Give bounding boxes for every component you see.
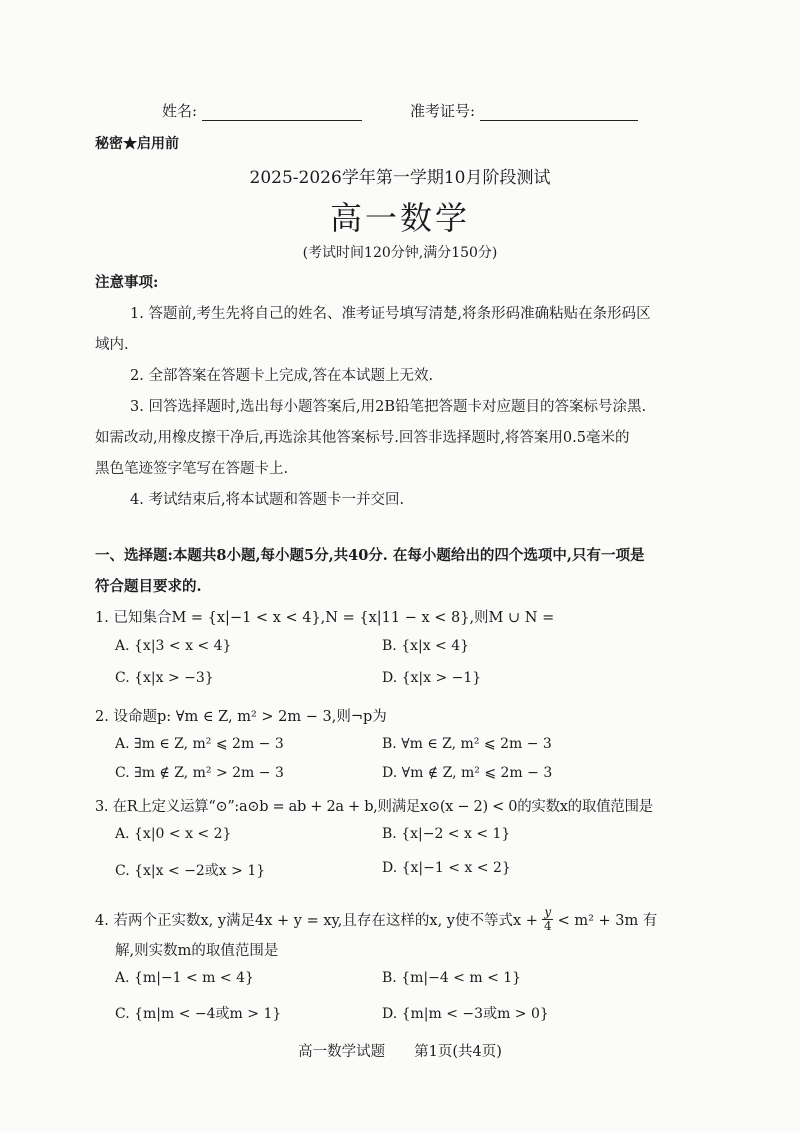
question-stem: 2. 设命题p: ∀m ∈ Z, m² > 2m − 3,则¬p为 [95, 709, 387, 725]
question-stem: 3. 在R上定义运算“⊙”:a⊙b = ab + 2a + b,则满足x⊙(x − 2) < 0的实数x的取值范围是 [95, 799, 653, 815]
notice-line: 黑色笔迹签字笔写在答题卡上. [95, 461, 289, 477]
section-heading-line2: 符合题目要求的. [95, 578, 202, 595]
option-d[interactable]: D. ∀m ∉ Z, m² ⩽ 2m − 3 [382, 765, 553, 781]
fraction-denominator: 4 [543, 919, 552, 933]
option-a[interactable]: A. {x|0 < x < 2} [115, 826, 232, 842]
subject-title: 高一数学 [329, 199, 470, 237]
exam-title: 2025-2026学年第一学期10月阶段测试 [249, 168, 551, 188]
option-c[interactable]: C. ∃m ∉ Z, m² > 2m − 3 [115, 765, 284, 781]
notice-line: 1. 答题前,考生先将自己的姓名、准考证号填写清楚,将条形码准确粘贴在条形码区 [130, 306, 651, 322]
exam-id-field [410, 100, 638, 121]
option-b[interactable]: B. ∀m ∈ Z, m² ⩽ 2m − 3 [382, 736, 552, 752]
notice-line: 4. 考试结束后,将本试题和答题卡一并交回. [130, 492, 405, 508]
option-b[interactable]: B. {x|x < 4} [382, 638, 470, 654]
section-heading-line1: 一、选择题:本题共8小题,每小题5分,共40分. 在每小题给出的四个选项中,只有一项是 [95, 547, 645, 564]
question-stem-part: < m² + 3m 有 [557, 913, 658, 929]
question-stem-line2: 解,则实数m的取值范围是 [115, 943, 279, 959]
name-field [162, 100, 362, 121]
option-a[interactable]: A. {x|3 < x < 4} [115, 638, 232, 654]
option-d[interactable]: D. {m|m < −3或m > 0} [382, 1006, 549, 1022]
page-footer: 高一数学试题 第1页(共4页) [298, 1044, 502, 1060]
name-blank[interactable] [202, 104, 362, 121]
exam-id-label: 准考证号: [410, 102, 476, 120]
notice-line: 3. 回答选择题时,选出每小题答案后,用2B铅笔把答题卡对应题目的答案标号涂黑. [130, 399, 647, 415]
exam-info: (考试时间120分钟,满分150分) [302, 245, 498, 261]
option-c[interactable]: C. {x|x < −2或x > 1} [115, 863, 266, 879]
question-stem: 1. 已知集合M = {x|−1 < x < 4},N = {x|11 − x < 8},则M ∪ N = [95, 610, 555, 626]
notice-line: 如需改动,用橡皮擦干净后,再选涂其他答案标号.回答非选择题时,将答案用0.5毫米的 [95, 430, 630, 446]
option-b[interactable]: B. {m|−4 < m < 1} [382, 970, 522, 986]
option-c[interactable]: C. {m|m < −4或m > 1} [115, 1006, 282, 1022]
question-stem-part: 4. 若两个正实数x, y满足4x + y = xy,且存在这样的x, y使不等式x + [95, 913, 538, 929]
notice-line: 2. 全部答案在答题卡上完成,答在本试题上无效. [130, 368, 434, 384]
fraction [542, 906, 554, 933]
name-label: 姓名: [162, 102, 198, 120]
option-b[interactable]: B. {x|−2 < x < 1} [382, 826, 511, 842]
fraction-numerator: y [544, 905, 552, 919]
exam-id-blank[interactable] [480, 104, 638, 121]
option-c[interactable]: C. {x|x > −3} [115, 670, 214, 686]
option-a[interactable]: A. {m|−1 < m < 4} [115, 970, 254, 986]
question-stem [95, 906, 657, 933]
option-a[interactable]: A. ∃m ∈ Z, m² ⩽ 2m − 3 [115, 736, 284, 752]
notice-line: 域内. [95, 337, 129, 353]
option-d[interactable]: D. {x|x > −1} [382, 670, 482, 686]
option-d[interactable]: D. {x|−1 < x < 2} [382, 860, 511, 876]
secret-mark: 秘密★启用前 [95, 136, 179, 152]
notice-heading: 注意事项: [95, 274, 159, 291]
